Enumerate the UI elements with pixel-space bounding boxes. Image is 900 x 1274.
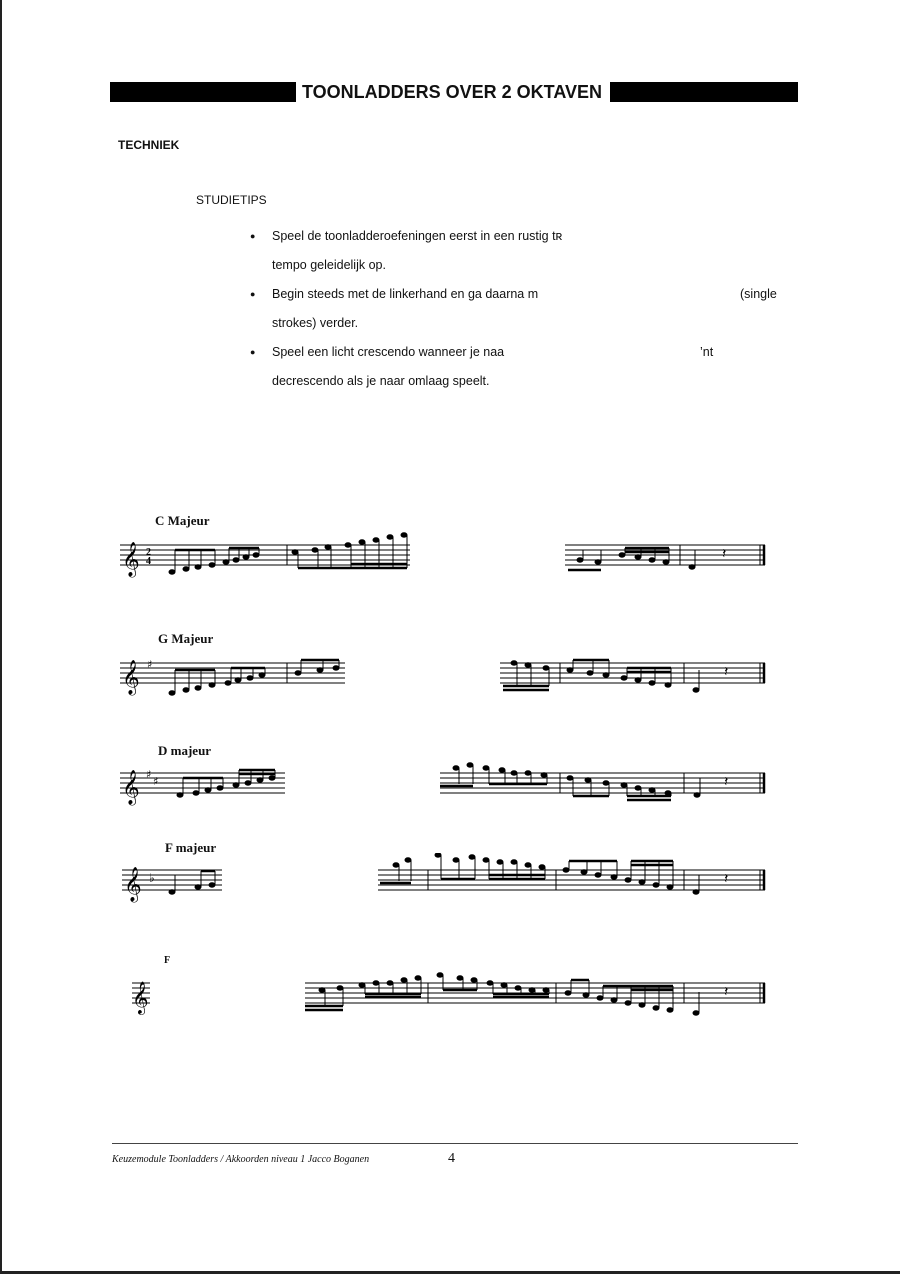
title-bar-right [610,82,798,102]
svg-text:𝄞: 𝄞 [122,770,140,805]
svg-text:𝄽: 𝄽 [724,774,729,790]
scale-label-d-majeur: D majeur [158,743,212,758]
svg-text:𝄽: 𝄽 [724,664,729,680]
tip-2-line1-end: (single [740,287,777,301]
tip-2-line2: strokes) verder. [272,316,359,330]
staff-f-majeur [0,853,900,923]
staff-g-majeur [0,646,900,716]
studietips-heading: STUDIETIPS [196,193,267,207]
scale-label-f: F [164,955,171,966]
scale-label-f-majeur: F majeur [165,840,217,855]
svg-text:♯: ♯ [153,775,159,788]
page-number: 4 [448,1151,455,1166]
svg-text:𝄽: 𝄽 [722,546,727,562]
tip-2-line1: Begin steeds met de linkerhand en ga daarna m [272,287,539,301]
staff-f [0,966,900,1036]
staff-d-majeur [0,756,900,826]
svg-text:𝄞: 𝄞 [122,660,140,695]
list-item [250,338,790,396]
tip-1-line2: tempo geleidelijk op. [272,258,386,272]
title-bar-left [110,82,296,102]
scale-label-g-majeur: G Majeur [158,631,214,646]
svg-text:𝄞: 𝄞 [124,867,142,902]
staff-c-majeur [0,528,900,598]
svg-text:♯: ♯ [147,658,153,671]
list-item [250,222,790,280]
svg-text:𝄞: 𝄞 [132,981,149,1014]
page-title: TOONLADDERS OVER 2 OKTAVEN [301,82,603,102]
footer-text: Keuzemodule Toonladders / Akkoorden niveau 1 Jacco Boganen [112,1154,370,1165]
svg-text:𝄽: 𝄽 [724,871,729,887]
footer-divider [112,1143,798,1144]
scale-label-c-majeur: C Majeur [155,513,210,528]
studietips-list [250,222,790,396]
svg-text:𝄽: 𝄽 [724,984,729,1000]
svg-text:♯: ♯ [146,768,152,781]
tip-1-line1: Speel de toonladderoefeningen eerst in een rustig tʀ [272,229,563,243]
tip-3-line1-end: ’nt [700,345,714,359]
tip-3-line1: Speel een licht crescendo wanneer je naa [272,345,505,359]
svg-text:𝄞: 𝄞 [122,542,140,577]
tip-3-line2: decrescendo als je naar omlaag speelt. [272,374,490,388]
list-item [250,280,790,338]
page-border-left [0,0,2,1274]
svg-text:2: 2 [146,547,151,558]
section-title: TECHNIEK [118,138,180,152]
svg-text:♭: ♭ [149,871,155,885]
svg-text:4: 4 [146,556,151,567]
